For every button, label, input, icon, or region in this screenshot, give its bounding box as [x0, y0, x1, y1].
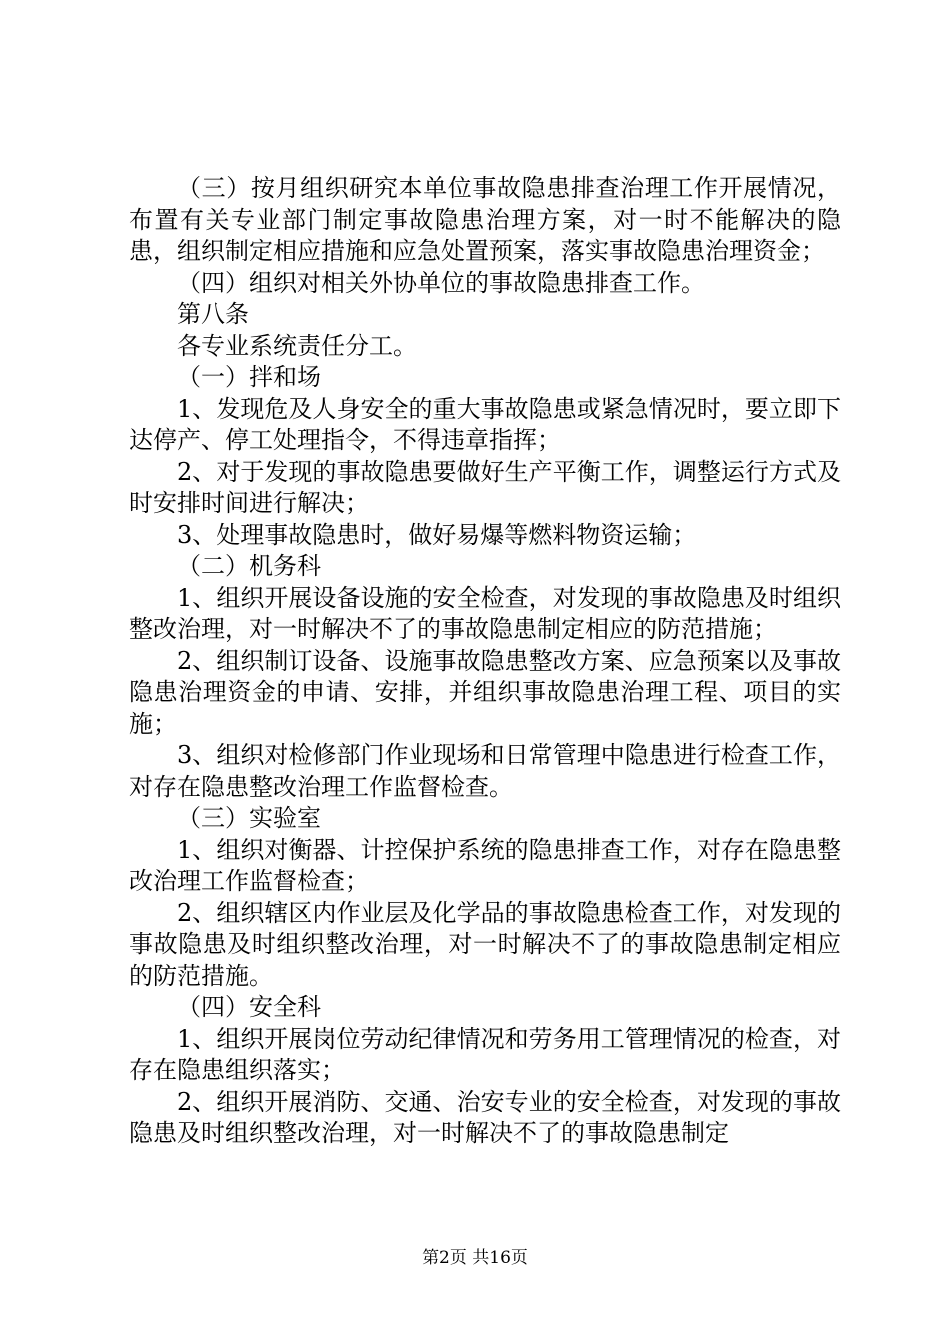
paragraph-section-3: （三）按月组织研究本单位事故隐患排查治理工作开展情况，布置有关专业部门制定事故隐患治理方案，对一时不能解决的隐患，组织制定相应措施和应急处置预案，落实事故隐患治理资金；: [129, 174, 841, 265]
subheading-machinery-dept: （二）机务科: [177, 552, 321, 580]
paragraph-section-4: （四）组织对相关外协单位的事故隐患排查工作。: [177, 268, 705, 297]
paragraph-safety-1: 1、组织开展岗位劳动纪律情况和劳务用工管理情况的检查，对存在隐患组织落实；: [129, 1024, 841, 1084]
paragraph-mixing-2: 2、对于发现的事故隐患要做好生产平衡工作，调整运行方式及时安排时间进行解决；: [129, 457, 841, 517]
paragraph-laboratory-1: 1、组织对衡器、计控保护系统的隐患排查工作，对存在隐患整改治理工作监督检查；: [129, 835, 841, 895]
paragraph-laboratory-2: 2、组织辖区内作业层及化学品的事故隐患检查工作，对发现的事故隐患及时组织整改治理，对一时解决不了的事故隐患制定相应的防范措施。: [129, 898, 841, 990]
paragraph-mixing-3: 3、处理事故隐患时，做好易爆等燃料物资运输；: [177, 520, 697, 549]
page-number-footer: 第2页 共16页: [422, 1248, 528, 1268]
subheading-laboratory: （三）实验室: [177, 804, 321, 832]
paragraph-safety-2: 2、组织开展消防、交通、治安专业的安全检查，对发现的事故隐患及时组织整改治理，对一时解决不了的事故隐患制定: [129, 1087, 841, 1147]
subheading-mixing-plant: （一）拌和场: [177, 363, 321, 391]
paragraph-machinery-1: 1、组织开展设备设施的安全检查，对发现的事故隐患及时组织整改治理，对一时解决不了的事故隐患制定相应的防范措施；: [129, 583, 841, 643]
paragraph-mixing-1: 1、发现危及人身安全的重大事故隐患或紧急情况时，要立即下达停产、停工处理指令，不得违章指挥；: [129, 394, 841, 454]
paragraph-machinery-2: 2、组织制订设备、设施事故隐患整改方案、应急预案以及事故隐患治理资金的申请、安排，并组织事故隐患治理工程、项目的实施；: [129, 646, 841, 738]
document-body: [129, 173, 841, 1150]
paragraph-machinery-3: 3、组织对检修部门作业现场和日常管理中隐患进行检查工作，对存在隐患整改治理工作监督检查。: [129, 741, 841, 801]
article-heading-8: 第八条: [177, 300, 249, 328]
paragraph-division-intro: 各专业系统责任分工。: [177, 331, 417, 360]
subheading-safety-dept: （四）安全科: [177, 993, 321, 1021]
